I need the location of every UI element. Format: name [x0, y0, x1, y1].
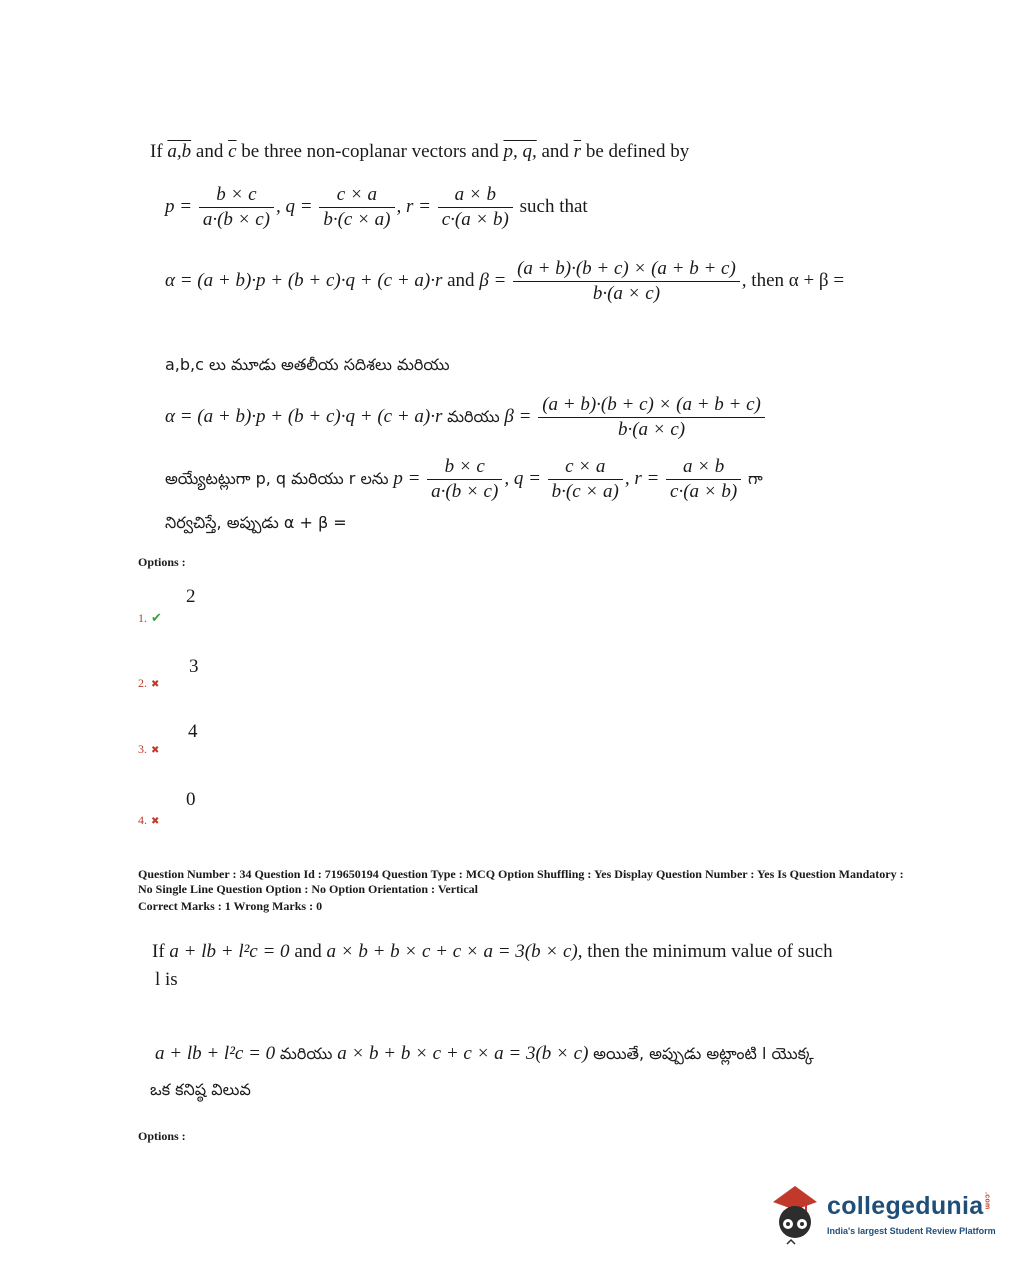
option-4-number: 4. [138, 813, 147, 827]
such-that: such that [519, 195, 588, 217]
option-4[interactable] [138, 811, 159, 829]
alpha-and: and [447, 269, 475, 291]
te-q-numerator: c × a [548, 456, 623, 480]
q34-te-eq2: a × b + b × c + c × a = 3(b × c) [337, 1043, 589, 1064]
wrong-cross-icon: ✖ [151, 745, 160, 756]
q34-if: If [152, 941, 165, 962]
te-alpha-expr: α = (a + b)·p + (b + c)·q + (c + a)·r [165, 405, 443, 427]
te-r-denominator: c·(a × b) [670, 481, 738, 502]
te-q-fraction [548, 456, 623, 503]
te-mariyu: మరియు [447, 406, 500, 426]
q34-te-mariyu: మరియు [279, 1044, 333, 1063]
q33-english-line1 [150, 139, 689, 166]
p-fraction [199, 184, 274, 231]
te-beta-fraction [538, 394, 765, 441]
r-denominator: c·(a × b) [441, 209, 509, 230]
then-alpha-beta: then α + β = [751, 269, 845, 291]
q-lhs: q = [285, 195, 313, 217]
q34-english-line2: l is [155, 969, 178, 990]
q33-and2: and [541, 141, 569, 162]
p-numerator: b × c [199, 184, 274, 208]
q33-r: $\overline{r}$ [573, 141, 582, 162]
q33-ab: a,b [167, 141, 192, 162]
q33-telugu-line4: నిర్వచిస్తే, అప్పుడు α + β = [165, 513, 347, 532]
options-label: Options : [138, 555, 186, 569]
te-r-fraction [666, 456, 741, 503]
option-1[interactable] [138, 609, 162, 627]
q34-meta-line2: Correct Marks : 1 Wrong Marks : 0 [138, 899, 323, 913]
r-fraction [438, 184, 513, 231]
r-numerator: a × b [438, 184, 513, 208]
q-denominator: b·(c × a) [323, 209, 391, 230]
te-p-lhs: p = [393, 467, 421, 489]
te-beta-numerator: (a + b)·(b + c) × (a + b + c) [538, 394, 765, 418]
collegedunia-logo[interactable] [765, 1180, 995, 1248]
correct-check-icon: ✔ [151, 610, 162, 625]
logo-name [827, 1192, 990, 1221]
logo-name-text: collegedunia [827, 1192, 984, 1220]
logo-com: .com [983, 1192, 991, 1210]
beta-denominator: b·(a × c) [592, 283, 661, 304]
option-4-value: 0 [186, 789, 196, 810]
te-ga: గా [747, 468, 763, 488]
q33-and: and [195, 141, 224, 162]
te-beta-lhs: β = [504, 405, 532, 427]
option-3-value: 4 [188, 721, 198, 742]
q34-telugu-line1 [155, 1041, 814, 1068]
te-q-lhs: q = [513, 467, 541, 489]
q-fraction [319, 184, 394, 231]
q33-c: $\overline{c}$ [228, 141, 237, 162]
beta-numerator: (a + b)·(b + c) × (a + b + c) [513, 258, 740, 282]
beta-fraction [513, 258, 740, 305]
q34-english-line1 [152, 939, 833, 966]
p-lhs: p = [165, 195, 193, 217]
alpha-expr: α = (a + b)·p + (b + c)·q + (c + a)·r [165, 269, 443, 291]
q34-eq1: a + lb + l²c = 0 [169, 941, 290, 962]
q33-defined: be defined by [585, 141, 690, 162]
logo-tagline: India's largest Student Review Platform [827, 1226, 996, 1236]
q34-rest: , then the minimum value of such [577, 941, 833, 962]
q33-pq: p, q, [503, 141, 537, 162]
wrong-cross-icon: ✖ [151, 816, 160, 827]
q33-alpha-beta: α = (a + b)·p + (b + c)·q + (c + a)·r and β = $\frac{(a + b)\cdot(b + c) \times (a + b + c)}{b\cdot(a \times c)}$ , then α + β = [165, 258, 845, 304]
te-r-numerator: a × b [666, 456, 741, 480]
te-p-numerator: b × c [427, 456, 502, 480]
beta-lhs: β = [479, 269, 507, 291]
q33-telugu-line1: a,b,c లు మూడు అతలీయ సదిశలు మరియు [165, 355, 450, 374]
q34-eq2: a × b + b × c + c × a = 3(b × c) [326, 941, 578, 962]
te-r-lhs: r = [634, 467, 660, 489]
te-p-fraction [427, 456, 502, 503]
option-3[interactable] [138, 740, 159, 758]
te-beta-denominator: b·(a × c) [617, 419, 686, 440]
q33-if: If [150, 141, 163, 162]
mascot-icon [765, 1180, 825, 1248]
option-2-number: 2. [138, 676, 147, 690]
q34-te-eq1: a + lb + l²c = 0 [155, 1043, 276, 1064]
p-denominator: a·(b × c) [202, 209, 270, 230]
q34-meta-line1: Question Number : 34 Question Id : 719650194 Question Type : MCQ Option Shuffling : Yes Display Question Number : Yes Is Question Mandatory : No Single Line Question Option : No Option Orientation : Vertical [138, 867, 904, 896]
q34-and: and [294, 941, 322, 962]
te-p-denominator: a·(b × c) [431, 481, 499, 502]
option-1-number: 1. [138, 611, 147, 625]
q33-text-three: be three non-coplanar vectors and [241, 141, 499, 162]
q33-telugu-alpha-beta [165, 394, 767, 441]
option-2[interactable] [138, 674, 159, 692]
q33-telugu-definitions: అయ్యేటట్లుగా p, q మరియు r లను p = $\frac{b \times c}{a\cdot(b \times c)}$ , q = $\frac{c \times a}{b\cdot(c \times a)}$ , r = $\frac{a \times b}{c\cdot(a \times b)}$ గా [165, 456, 763, 502]
te-q-denominator: b·(c × a) [551, 481, 619, 502]
q34-telugu-line2: ఒక కనిష్ఠ విలువ [150, 1080, 251, 1099]
q33-definitions: p = $\frac{b \times c}{a\cdot(b \times c)}$ , q = $\frac{c \times a}{b\cdot(c \times a)}$ , r = $\frac{a \times b}{c\cdot(a \times b)}$ such that [165, 184, 588, 230]
q34-te-rest: అయితే, అప్పుడు అట్లాంటి l యొక్క [593, 1044, 814, 1063]
option-3-number: 3. [138, 742, 147, 756]
r-lhs: r = [406, 195, 431, 217]
options-label-q34: Options : [138, 1129, 186, 1143]
q-numerator: c × a [319, 184, 394, 208]
q34-meta [138, 867, 908, 914]
wrong-cross-icon: ✖ [151, 679, 160, 690]
te-line3: అయ్యేటట్లుగా p, q మరియు r లను [165, 468, 389, 488]
option-2-value: 3 [189, 656, 199, 677]
option-1-value: 2 [186, 586, 196, 607]
